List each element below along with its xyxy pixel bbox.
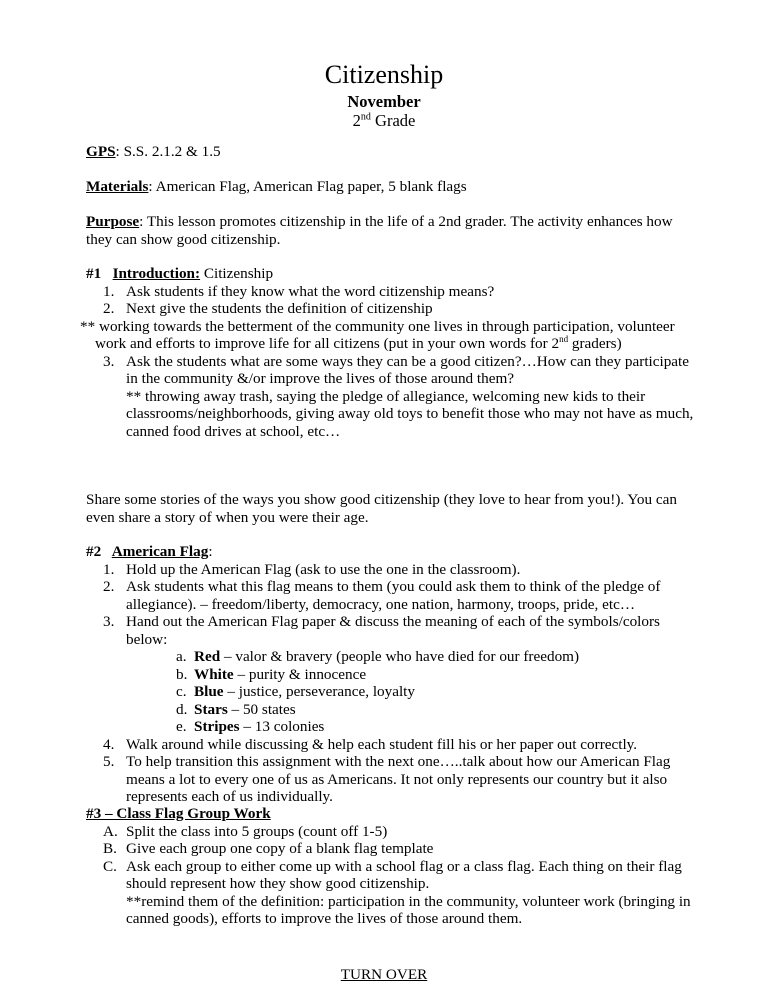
symbol-desc: – valor & bravery (people who have died for our freedom) <box>220 648 580 665</box>
list-item <box>86 823 702 841</box>
symbol-desc: – purity & innocence <box>233 665 367 683</box>
list-number: 1. <box>103 282 115 300</box>
grade-line <box>0 111 768 130</box>
list-text: Ask students what this flag means to them (you could ask them to think of the pledge of allegiance). – freedom/liberty, democracy, one nation, harmony, troops, pride, etc… <box>126 578 661 613</box>
symbol-item <box>86 666 702 684</box>
section-1 <box>80 265 702 440</box>
symbol-letter: c. <box>176 683 187 700</box>
list-item <box>86 300 702 318</box>
section-1-number: #1 <box>86 265 113 282</box>
list-text: Split the class into 5 groups (count off 1-5) <box>126 822 388 840</box>
symbol-letter: d. <box>176 700 188 718</box>
grade-number: 2 <box>352 111 361 130</box>
list-item <box>86 753 702 806</box>
list-number: 5. <box>103 753 115 770</box>
list-number: 1. <box>103 560 115 578</box>
symbol-item <box>86 648 702 666</box>
list-letter: A. <box>103 822 118 840</box>
symbol-term: Blue <box>194 683 224 700</box>
list-item <box>86 858 702 893</box>
list-text: Ask the students what are some ways they can be a good citizen?…How can they participate in the community &/or improve the lives of those around them? <box>126 352 690 387</box>
list-item <box>86 353 702 388</box>
purpose-paragraph <box>86 213 702 248</box>
section-2-title-rest: : <box>208 543 213 560</box>
materials-line <box>86 178 702 196</box>
materials-value: : American Flag, American Flag paper, 5 blank flags <box>148 178 467 195</box>
page-title: Citizenship <box>324 60 444 89</box>
list-number: 3. <box>103 352 115 370</box>
list-item <box>86 578 702 613</box>
list-text: Ask students if they know what the word citizenship means? <box>126 282 495 300</box>
list-text: Walk around while discussing & help each student fill his or her paper out correctly. <box>126 735 638 753</box>
symbol-term: White <box>194 665 234 683</box>
grade-word: Grade <box>370 111 416 130</box>
list-item <box>86 736 702 754</box>
section-2-heading <box>86 543 702 561</box>
symbol-letter: e. <box>176 718 187 735</box>
definition-text-end: graders) <box>568 335 622 352</box>
section-1-title-rest: Citizenship <box>200 265 274 282</box>
list-number: 2. <box>103 300 115 317</box>
list-letter: C. <box>103 857 117 875</box>
list-text: Hand out the American Flag paper & discuss the meaning of each of the symbols/colors below: <box>126 613 660 648</box>
list-text: To help transition this assignment with the next one…..talk about how our American Flag means a lot to every one of us as Americans. It not only represents our country but it also represents each of us individually. <box>126 753 671 805</box>
section-1-heading <box>86 265 702 283</box>
list-number: 2. <box>103 578 115 595</box>
section-2-number: #2 <box>86 543 112 560</box>
list-text: Next give the students the definition of citizenship <box>126 300 433 317</box>
symbol-letter: a. <box>176 648 187 665</box>
list-item <box>86 613 702 648</box>
symbol-desc: – 50 states <box>227 700 296 718</box>
symbol-item <box>86 701 702 719</box>
list-number: 4. <box>103 735 115 753</box>
list-text: Ask each group to either come up with a school flag or a class flag. Each thing on their flag should represent how they show good citizenship. <box>126 857 682 892</box>
list-text: Hold up the American Flag (ask to use the one in the classroom). <box>126 560 521 578</box>
reminder-note: **remind them of the definition: participation in the community, volunteer work (bringing in canned goods), efforts to improve the lives of those around them. <box>126 892 691 927</box>
gps-value: : S.S. 2.1.2 & 1.5 <box>115 143 221 160</box>
turn-over-footer: TURN OVER <box>340 966 428 983</box>
symbol-term: Stripes <box>194 718 240 735</box>
list-item <box>86 561 702 579</box>
definition-note <box>80 318 702 353</box>
share-paragraph: Share some stories of the ways you show good citizenship (they love to hear from you!). You can even share a story of when you were their age. <box>86 491 677 526</box>
purpose-value: : This lesson promotes citizenship in the life of a 2nd grader. The activity enhances how they can show good citizenship. <box>86 213 673 248</box>
section-2 <box>86 543 702 806</box>
section-3 <box>86 805 702 928</box>
symbol-term: Red <box>194 648 221 665</box>
purpose-label: Purpose <box>86 213 140 230</box>
materials-label: Materials <box>86 178 149 195</box>
section-2-title: American Flag <box>111 543 209 560</box>
section-3-heading: #3 – Class Flag Group Work <box>86 805 271 822</box>
symbol-desc: – justice, perseverance, loyalty <box>223 683 415 700</box>
gps-label: GPS <box>86 143 116 160</box>
list-letter: B. <box>103 840 117 857</box>
symbol-desc: – 13 colonies <box>239 718 325 735</box>
gps-line <box>86 143 702 161</box>
definition-text: ** working towards the betterment of the community one lives in through participation, volunteer work and efforts to improve life for all citizens (put in your own words for 2 <box>80 317 675 352</box>
list-item <box>86 840 702 858</box>
grade-suffix: nd <box>360 111 371 123</box>
list-text: Give each group one copy of a blank flag template <box>126 840 434 857</box>
list-number: 3. <box>103 613 115 630</box>
section-1-title: Introduction: <box>112 265 201 282</box>
symbol-term: Stars <box>194 700 228 718</box>
symbol-item <box>86 718 702 736</box>
definition-suffix: nd <box>559 333 569 344</box>
symbol-letter: b. <box>176 665 188 683</box>
list-item <box>86 283 702 301</box>
ideas-note: ** throwing away trash, saying the pledge of allegiance, welcoming new kids to their classrooms/neighborhoods, giving away old toys to benefit those who may not have as much, canned food drives at school, etc… <box>126 387 694 440</box>
symbol-item <box>86 683 702 701</box>
month-subtitle: November <box>347 92 421 111</box>
